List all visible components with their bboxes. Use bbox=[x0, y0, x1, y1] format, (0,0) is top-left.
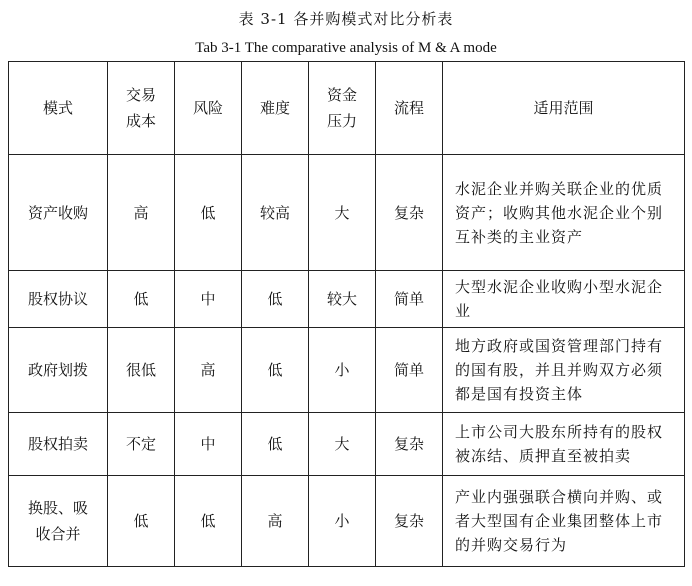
cell-transaction-cost: 低 bbox=[108, 271, 175, 328]
cell-scope: 上市公司大股东所持有的股权被冻结、质押直至被拍卖 bbox=[443, 413, 685, 476]
cell-capital-pressure: 大 bbox=[309, 155, 376, 271]
cell-scope: 大型水泥企业收购小型水泥企业 bbox=[443, 271, 685, 328]
cell-scope: 水泥企业并购关联企业的优质资产；收购其他水泥企业个别互补类的主业资产 bbox=[443, 155, 685, 271]
table-row bbox=[9, 271, 685, 328]
cell-mode: 股权拍卖 bbox=[9, 413, 108, 476]
cell-transaction-cost: 高 bbox=[108, 155, 175, 271]
cell-difficulty: 低 bbox=[242, 328, 309, 413]
header-capital-pressure-text: 资金压力 bbox=[326, 86, 357, 130]
cell-scope: 地方政府或国资管理部门持有的国有股，并且并购双方必须都是国有投资主体 bbox=[443, 328, 685, 413]
cell-mode bbox=[9, 476, 108, 567]
cell-difficulty: 高 bbox=[242, 476, 309, 567]
cell-process: 复杂 bbox=[376, 413, 443, 476]
header-capital-pressure bbox=[309, 62, 376, 155]
cell-difficulty: 低 bbox=[242, 413, 309, 476]
header-process: 流程 bbox=[376, 62, 443, 155]
cell-process: 简单 bbox=[376, 271, 443, 328]
header-transaction-cost bbox=[108, 62, 175, 155]
table-row bbox=[9, 413, 685, 476]
cell-transaction-cost: 低 bbox=[108, 476, 175, 567]
cell-capital-pressure: 小 bbox=[309, 328, 376, 413]
comparison-table bbox=[8, 61, 685, 567]
cell-capital-pressure: 小 bbox=[309, 476, 376, 567]
cell-risk: 低 bbox=[175, 155, 242, 271]
cell-scope: 产业内强强联合横向并购、或者大型国有企业集团整体上市的并购交易行为 bbox=[443, 476, 685, 567]
table-row bbox=[9, 476, 685, 567]
header-difficulty: 难度 bbox=[242, 62, 309, 155]
cell-transaction-cost: 不定 bbox=[108, 413, 175, 476]
cell-mode: 资产收购 bbox=[9, 155, 108, 271]
table-caption-chinese: 表 3-1 各并购模式对比分析表 bbox=[238, 10, 454, 28]
cell-risk: 高 bbox=[175, 328, 242, 413]
cell-mode: 政府划拨 bbox=[9, 328, 108, 413]
cell-process: 复杂 bbox=[376, 155, 443, 271]
table-header-row bbox=[9, 62, 685, 155]
cell-capital-pressure: 大 bbox=[309, 413, 376, 476]
cell-mode-text: 换股、吸收合并 bbox=[27, 499, 88, 543]
cell-process: 简单 bbox=[376, 328, 443, 413]
table-row bbox=[9, 328, 685, 413]
cell-risk: 中 bbox=[175, 271, 242, 328]
cell-transaction-cost: 很低 bbox=[108, 328, 175, 413]
cell-difficulty: 低 bbox=[242, 271, 309, 328]
cell-capital-pressure: 较大 bbox=[309, 271, 376, 328]
cell-difficulty: 较高 bbox=[242, 155, 309, 271]
cell-process: 复杂 bbox=[376, 476, 443, 567]
cell-risk: 中 bbox=[175, 413, 242, 476]
table-row bbox=[9, 155, 685, 271]
header-mode: 模式 bbox=[9, 62, 108, 155]
header-scope: 适用范围 bbox=[443, 62, 685, 155]
table-caption-english: Tab 3-1 The comparative analysis of M & A mode bbox=[195, 40, 497, 56]
header-transaction-cost-text: 交易成本 bbox=[125, 86, 156, 130]
cell-mode: 股权协议 bbox=[9, 271, 108, 328]
cell-risk: 低 bbox=[175, 476, 242, 567]
header-risk: 风险 bbox=[175, 62, 242, 155]
